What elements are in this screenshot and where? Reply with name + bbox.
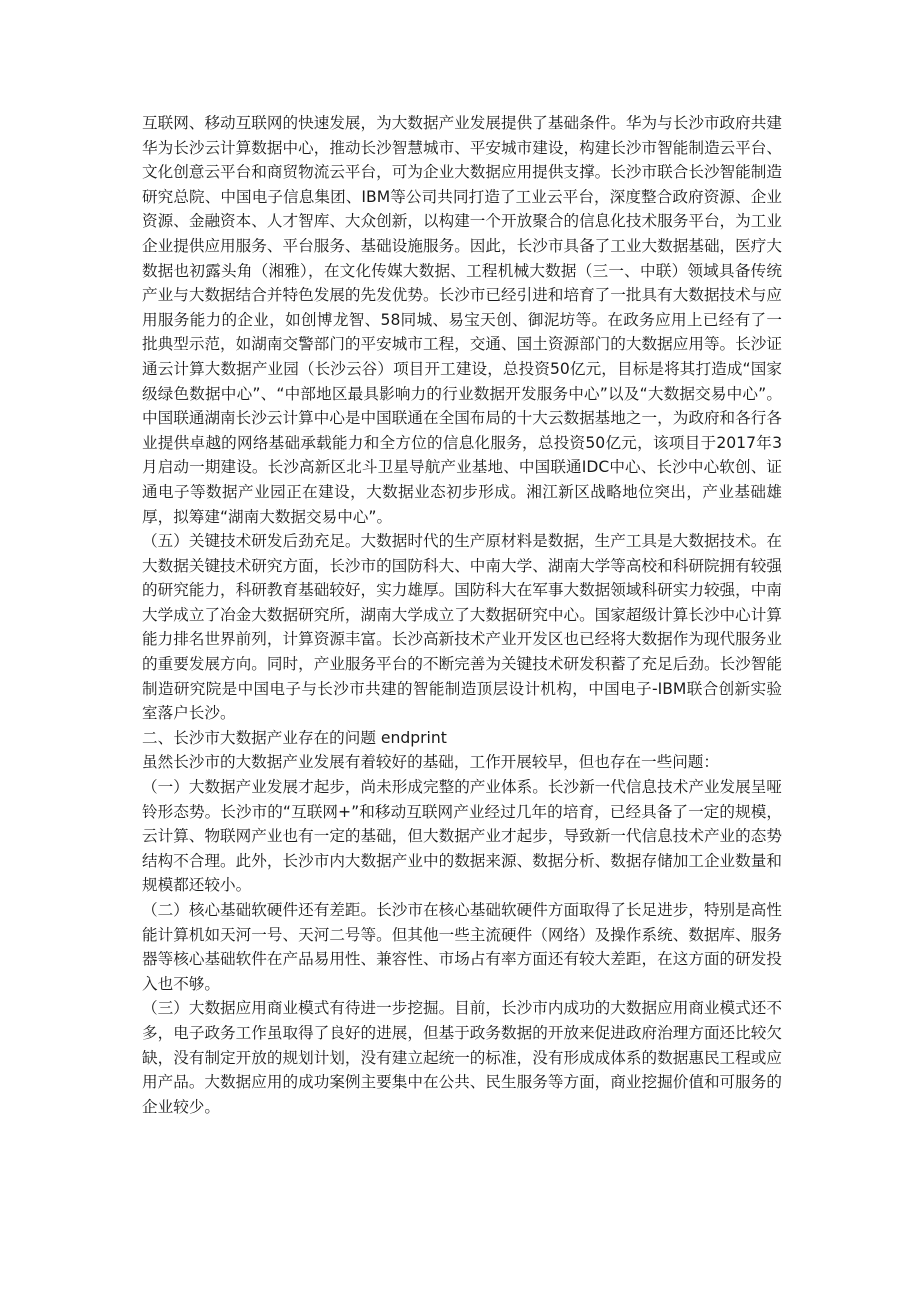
paragraph-problem-1: （一）大数据产业发展才起步，尚未形成完整的产业体系。长沙新一代信息技术产业发展呈哑铃形态势。长沙市的“互联网+”和移动互联网产业经过几年的培育，已经具备了一定的规模，云计算、物联网产业也有一定的基础，但大数据产业才起步，导致新一代信息技术产业的态势结构不合理。此外，长沙市内大数据产业中的数据来源、数据分析、数据存储加工企业数量和规模都还较小。 xyxy=(142,778,782,895)
paragraph-problem-2: （二）核心基础软硬件还有差距。长沙市在核心基础软硬件方面取得了长足进步，特别是高性能计算机如天河一号、天河二号等。但其他一些主流硬件（网络）及操作系统、数据库、服务器等核心基础软件在产品易用性、兼容性、市场占有率方面还有较大差距，在这方面的研发投入也不够。 xyxy=(142,901,782,993)
paragraph-key-tech: （五）关键技术研发后劲充足。大数据时代的生产原材料是数据，生产工具是大数据技术。在大数据关键技术研究方面，长沙市的国防科大、中南大学、湖南大学等高校和科研院拥有较强的研究能力，科研教育基础较好，实力雄厚。国防科大在军事大数据领域科研实力较强，中南大学成立了冶金大数据研究所，湖南大学成立了大数据研究中心。国家超级计算长沙中心计算能力排名世界前列，计算资源丰富。长沙高新技术产业开发区也已经将大数据作为现代服务业的重要发展方向。同时，产业服务平台的不断完善为关键技术研发积蓄了充足后劲。长沙智能制造研究院是中国电子与长沙市共建的智能制造顶层设计机构，中国电子-IBM联合创新实验室落户长沙。 xyxy=(142,532,782,723)
paragraph-problems-intro: 虽然长沙市的大数据产业发展有着较好的基础，工作开展较早，但也存在一些问题： xyxy=(142,753,719,772)
paragraph-infrastructure: 互联网、移动互联网的快速发展，为大数据产业发展提供了基础条件。华为与长沙市政府共建华为长沙云计算数据中心，推动长沙智慧城市、平安城市建设，构建长沙市智能制造云平台、文化创意云平台和商贸物流云平台，可为企业大数据应用提供支撑。长沙市联合长沙智能制造研究总院、中国电子信息集团、IBM等公司共同打造了工业云平台，深度整合政府资源、企业资源、金融资本、人才智库、大众创新，以构建一个开放聚合的信息化技术服务平台，为工业企业提供应用服务、平台服务、基础设施服务。因此，长沙市具备了工业大数据基础，医疗大数据也初露头角（湘雅），在文化传媒大数据、工程机械大数据（三一、中联）领域具备传统产业与大数据结合并特色发展的先发优势。长沙市已经引进和培育了一批具有大数据技术与应用服务能力的企业，如创博龙智、58同城、易宝天创、御泥坊等。在政务应用上已经有了一批典型示范，如湖南交警部门的平安城市工程，交通、国土资源部门的大数据应用等。长沙证通云计算大数据产业园（长沙云谷）项目开工建设，总投资50亿元，目标是将其打造成“国家级绿色数据中心”、“中部地区最具影响力的行业数据开发服务中心”以及“大数据交易中心”。中国联通湖南长沙云计算中心是中国联通在全国布局的十大云数据基地之一，为政府和各行各业提供卓越的网络基础承载能力和全方位的信息化服务，总投资50亿元，该项目于2017年3月启动一期建设。长沙高新区北斗卫星导航产业基地、中国联通IDC中心、长沙中心软创、证通电子等数据产业园正在建设，大数据业态初步形成。湘江新区战略地位突出，产业基础雄厚，拟筹建“湖南大数据交易中心”。 xyxy=(142,114,782,526)
paragraph-problem-3: （三）大数据应用商业模式有待进一步挖掘。目前，长沙市内成功的大数据应用商业模式还不多，电子政务工作虽取得了良好的进展，但基于政务数据的开放来促进政府治理方面还比较欠缺，没有制定开放的规划计划，没有建立起统一的标准，没有形成成体系的数据惠民工程或应用产品。大数据应用的成功案例主要集中在公共、民生服务等方面，商业挖掘价值和可服务的企业较少。 xyxy=(142,999,782,1116)
section-heading-problems: 二、长沙市大数据产业存在的问题 endprint xyxy=(142,728,447,747)
document-body xyxy=(142,111,782,1119)
